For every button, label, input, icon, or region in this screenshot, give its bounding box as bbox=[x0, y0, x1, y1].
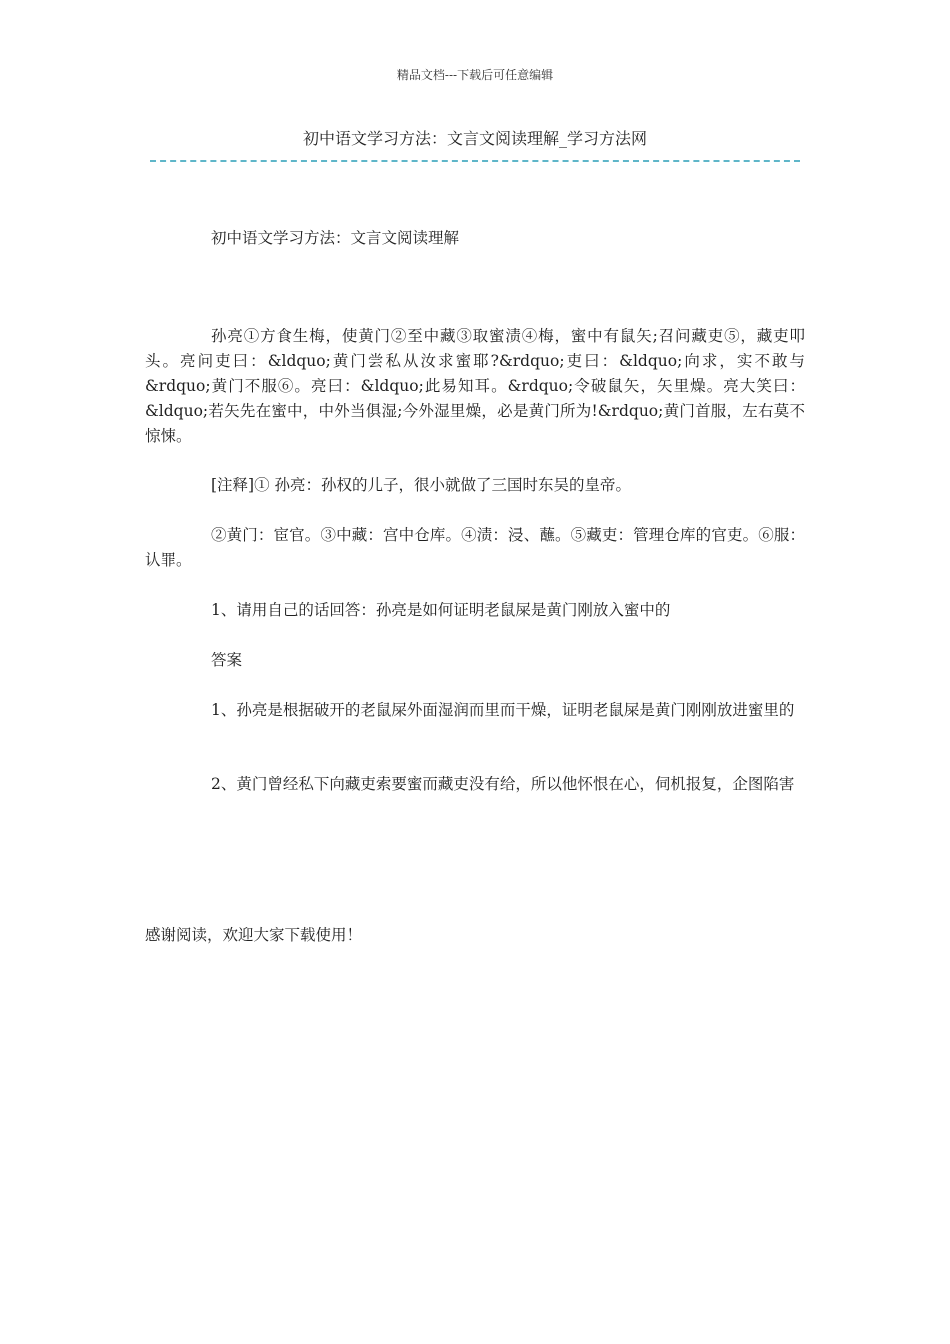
annotation-paragraph-2: ②黄门：宦官。③中藏：宫中仓库。④渍：浸、蘸。⑤藏吏：管理仓库的官吏。⑥服：认罪。 bbox=[145, 526, 805, 569]
answer-paragraph-2: 2、黄门曾经私下向藏吏索要蜜而藏吏没有给，所以他怀恨在心，伺机报复，企图陷害 bbox=[211, 775, 795, 793]
question-text: 1、请用自己的话回答：孙亮是如何证明老鼠屎是黄门刚放入蜜中的 bbox=[211, 601, 671, 619]
header-note: 精品文档---下载后可任意编辑 bbox=[396, 68, 554, 82]
title-divider bbox=[150, 160, 800, 162]
document-title: 初中语文学习方法：文言文阅读理解_学习方法网 bbox=[302, 129, 647, 148]
answer-paragraph-1: 1、孙亮是根据破开的老鼠屎外面湿润而里而干燥，证明老鼠屎是黄门刚刚放进蜜里的 bbox=[211, 701, 795, 719]
classical-passage: 孙亮①方食生梅，使黄门②至中藏③取蜜渍④梅，蜜中有鼠矢;召问藏吏⑤，藏吏叩头。亮问吏曰：&ldquo;黄门尝私从汝求蜜耶?&rdquo;吏曰：&ldquo;向求，实不敢与&rdquo;黄门不服⑥。亮曰：&ldquo;此易知耳。&rdquo;令破鼠矢，矢里燥。亮大笑曰：&ldquo;若矢先在蜜中，中外当俱湿;今外湿里燥，必是黄门所为!&rdquo;黄门首服，左右莫不惊悚。 bbox=[145, 327, 805, 445]
annotation-paragraph-1: [注释]① 孙亮：孙权的儿子，很小就做了三国时东吴的皇帝。 bbox=[211, 476, 632, 494]
closing-text: 感谢阅读，欢迎大家下载使用！ bbox=[145, 926, 363, 944]
answer-label: 答案 bbox=[211, 651, 243, 669]
section-subtitle: 初中语文学习方法：文言文阅读理解 bbox=[211, 229, 460, 247]
